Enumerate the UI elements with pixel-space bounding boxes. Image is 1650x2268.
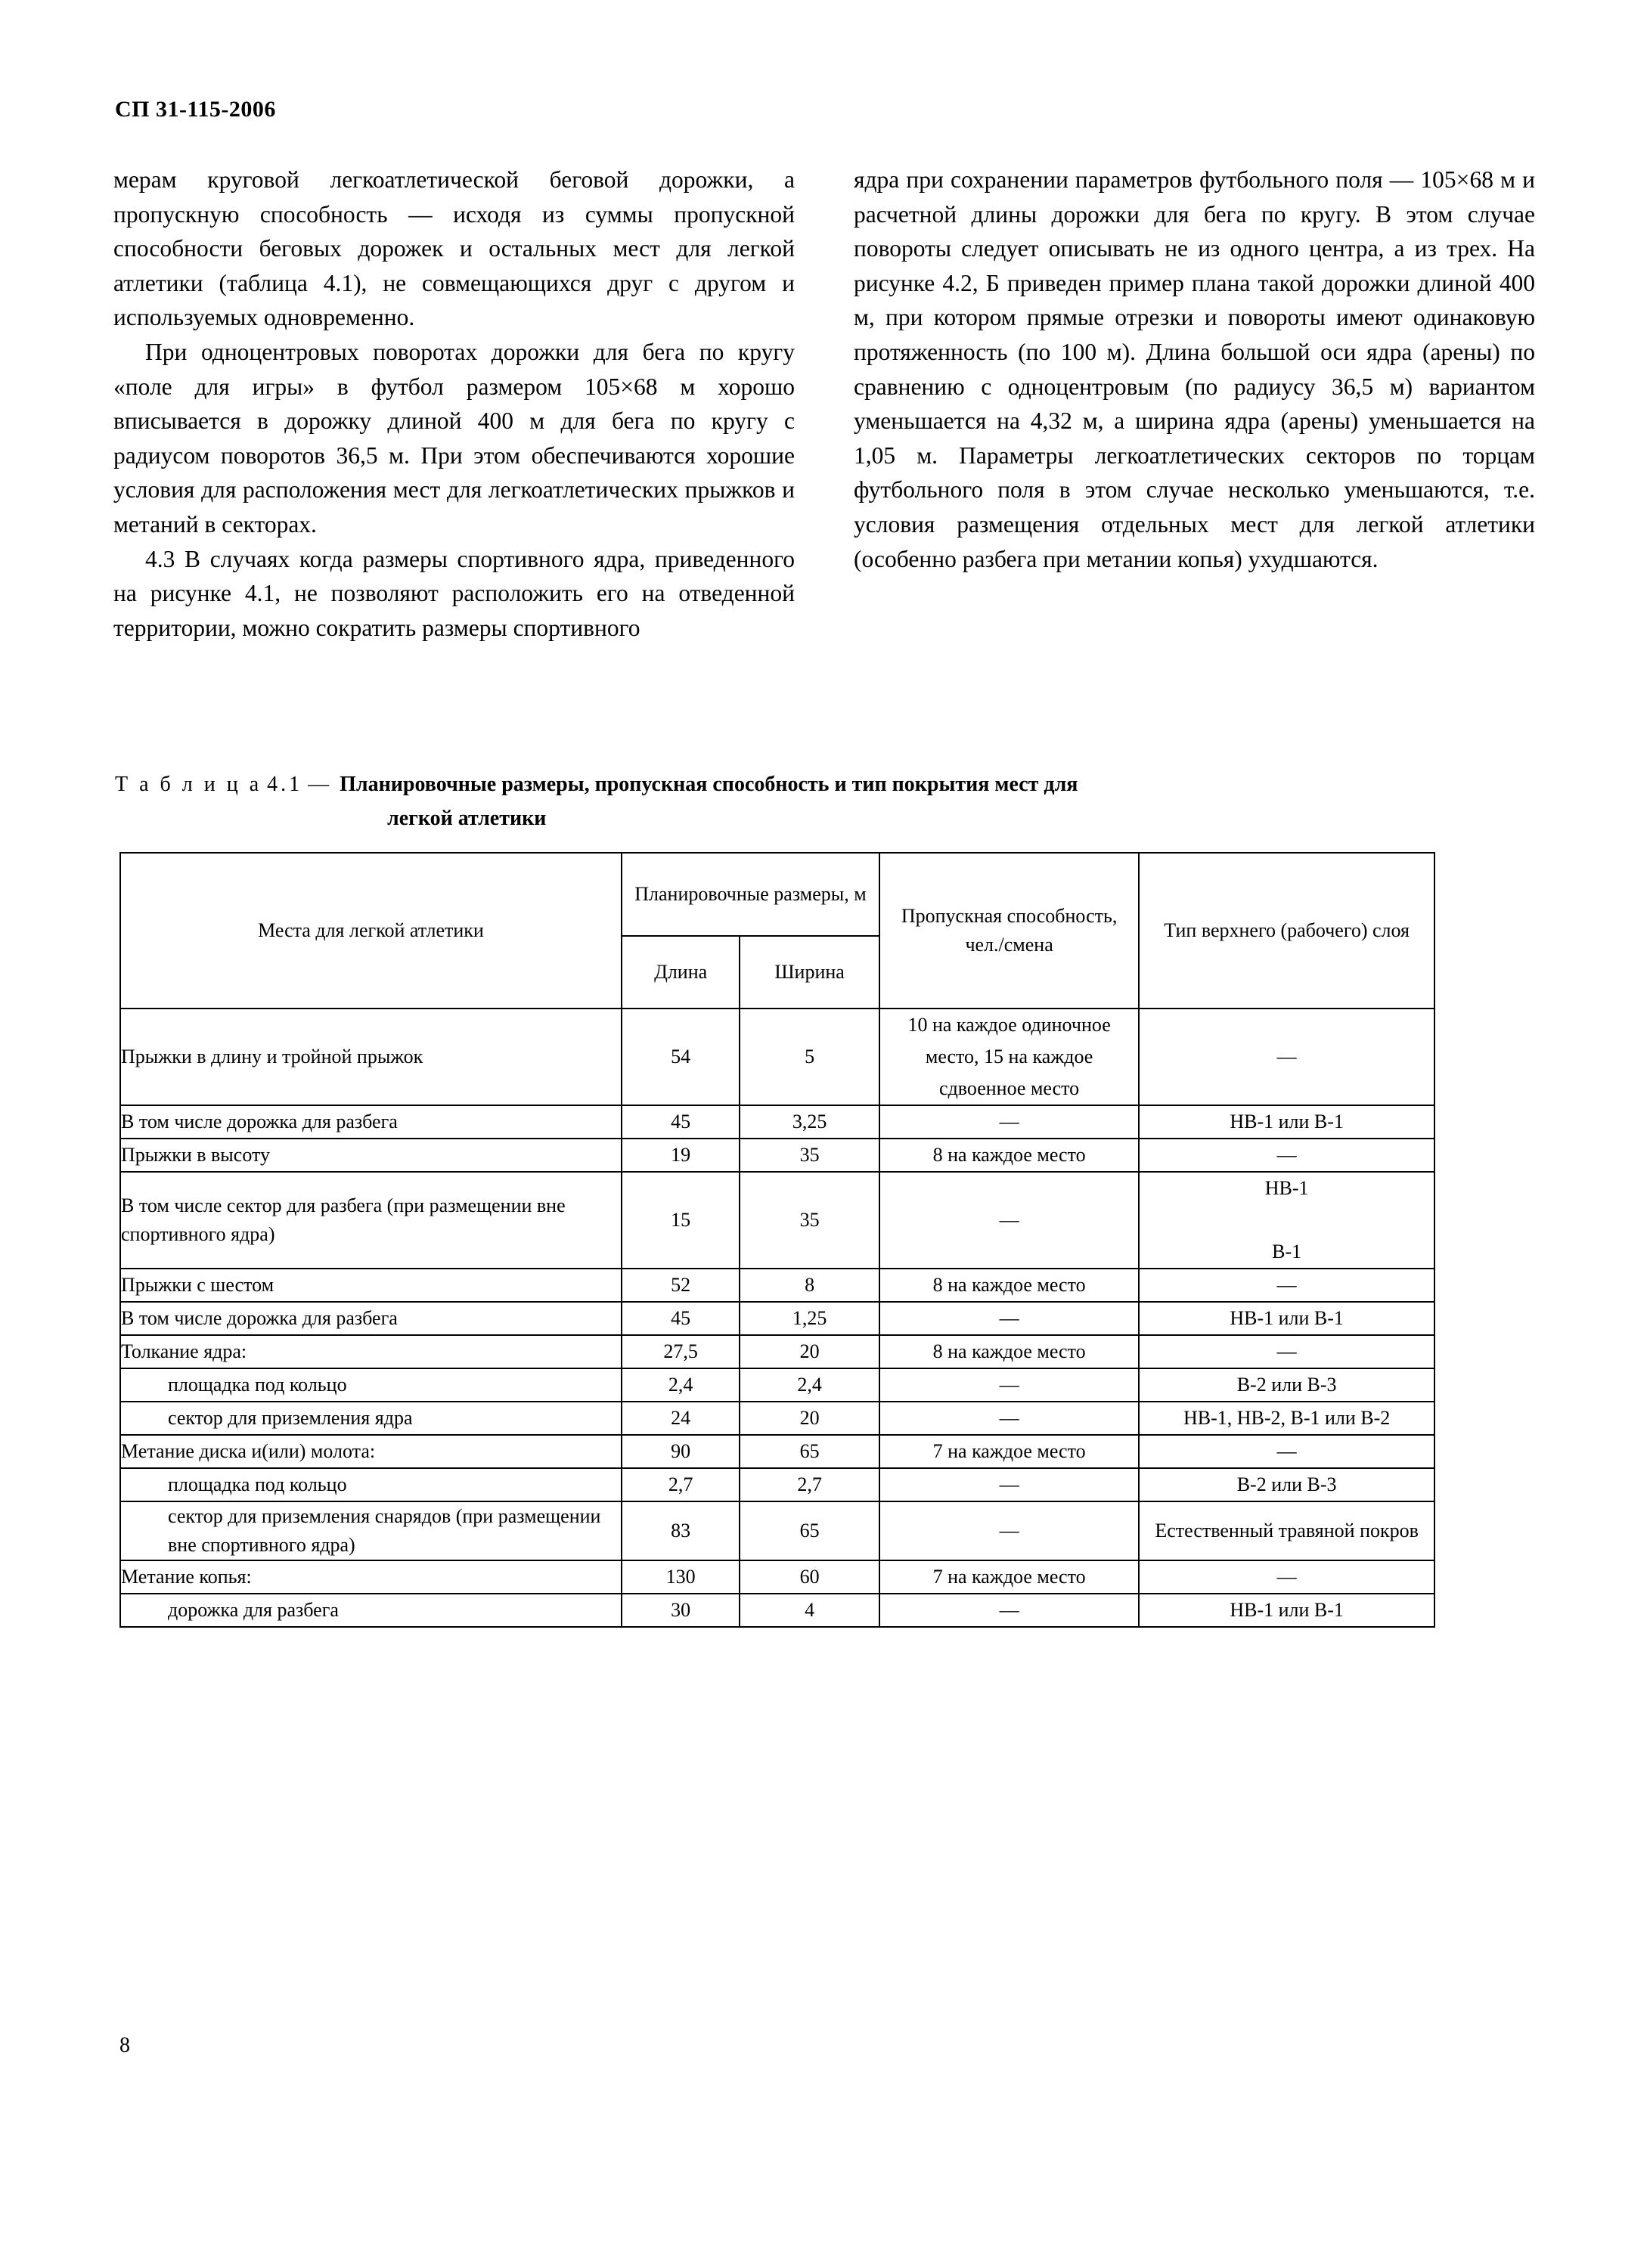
cell-place-name: Прыжки в длину и тройной прыжок	[120, 1009, 622, 1105]
header-places: Места для легкой атлетики	[120, 853, 622, 1009]
cell-width: 60	[740, 1560, 879, 1594]
table-row	[120, 1560, 1434, 1594]
cell-length: 2,7	[622, 1468, 740, 1501]
cell-length: 83	[622, 1501, 740, 1560]
cell-length: 15	[622, 1172, 740, 1269]
cell-length: 27,5	[622, 1335, 740, 1368]
cell-surface: —	[1139, 1139, 1434, 1172]
cell-place-name: Толкание ядра:	[120, 1335, 622, 1368]
table-header-row	[120, 853, 1434, 936]
table-row	[120, 1435, 1434, 1468]
table-row	[120, 1468, 1434, 1501]
cell-place-name: В том числе сектор для разбега (при размещении вне спортивного ядра)	[120, 1172, 622, 1269]
cell-surface: Естественный травяной покров	[1139, 1501, 1434, 1560]
header-surface-type: Тип верхнего (рабочего) слоя	[1139, 853, 1434, 1009]
cell-width: 65	[740, 1435, 879, 1468]
paragraph: мерам круговой легкоатлетической беговой дорожки, а пропускную способность — исходя из суммы пропускной способности беговых дорожек и остальных мест для легкой атлетики (таблица 4.1), не совмещающихся друг с другом и используемых одновременно.	[113, 166, 795, 331]
table-caption	[115, 770, 1537, 834]
table-row	[120, 1269, 1434, 1302]
page-number: 8	[119, 2034, 130, 2057]
cell-place-name: В том числе дорожка для разбега	[120, 1302, 622, 1335]
paragraph: ядра при сохранении параметров футбольного поля — 105×68 м и расчетной длины дорожки для бега по кругу. В этом случае повороты следует описывать не из одного центра, а из трех. На рисунке 4.2, Б приведен пример плана такой дорожки длиной 400 м, при котором прямые отрезки и повороты имеют одинаковую протяженность (по 100 м). Длина большой оси ядра (арены) по сравнению с одноцентровым (по радиусу 36,5 м) вариантом уменьшается на 4,32 м, а ширина ядра (арены) уменьшается на 1,05 м. Параметры легкоатлетических секторов по торцам футбольного поля в этом случае несколько уменьшаются, т.е. условия размещения отдельных мест для легкой атлетики (особенно разбега при метании копья) ухудшаются.	[854, 166, 1535, 572]
cell-surface: НВ-1 или В-1	[1139, 1105, 1434, 1139]
cell-width: 65	[740, 1501, 879, 1560]
cell-capacity: —	[879, 1501, 1139, 1560]
cell-place-name: сектор для приземления ядра	[120, 1402, 622, 1435]
athletics-spec-table	[119, 852, 1435, 1628]
cell-length: 19	[622, 1139, 740, 1172]
cell-place-name: сектор для приземления снарядов (при размещении вне спортивного ядра)	[120, 1501, 622, 1560]
cell-capacity: —	[879, 1468, 1139, 1501]
right-column	[854, 163, 1535, 645]
cell-capacity: —	[879, 1368, 1139, 1402]
paragraph: При одноцентровых поворотах дорожки для бега по кругу «поле для игры» в футбол размером 105×68 м хорошо вписывается в дорожку длиной 400 м для бега по кругу с радиусом поворотов 36,5 м. При этом обеспечиваются хорошие условия для расположения мест для легкоатлетических прыжков и метаний в секторах.	[113, 338, 795, 538]
table-row	[120, 1368, 1434, 1402]
cell-width: 1,25	[740, 1302, 879, 1335]
cell-surface: В-2 или В-3	[1139, 1468, 1434, 1501]
cell-surface: —	[1139, 1269, 1434, 1302]
cell-place-name: дорожка для разбега	[120, 1594, 622, 1627]
header-length: Длина	[622, 936, 740, 1009]
cell-place-name: Метание копья:	[120, 1560, 622, 1594]
table-caption-title-line2: легкой атлетики	[387, 807, 547, 830]
cell-place-name: Прыжки в высоту	[120, 1139, 622, 1172]
cell-width: 8	[740, 1269, 879, 1302]
cell-surface: НВ-1, НВ-2, В-1 или В-2	[1139, 1402, 1434, 1435]
table-row	[120, 1594, 1434, 1627]
cell-capacity: —	[879, 1302, 1139, 1335]
cell-length: 54	[622, 1009, 740, 1105]
cell-place-name: В том числе дорожка для разбега	[120, 1105, 622, 1139]
cell-length: 45	[622, 1105, 740, 1139]
left-column	[113, 163, 795, 645]
cell-length: 130	[622, 1560, 740, 1594]
table-caption-title: Планировочные размеры, пропускная способность и тип покрытия мест для	[340, 773, 1078, 796]
table-head	[120, 853, 1434, 1009]
table-row	[120, 1402, 1434, 1435]
header-capacity: Пропускная способность, чел./смена	[879, 853, 1139, 1009]
cell-width: 4	[740, 1594, 879, 1627]
cell-length: 90	[622, 1435, 740, 1468]
body-columns	[113, 163, 1535, 645]
paragraph: 4.3 В случаях когда размеры спортивного ядра, приведенного на рисунке 4.1, не позволяют расположить его на отведенной территории, можно сократить размеры спортивного	[113, 545, 795, 641]
cell-width: 20	[740, 1335, 879, 1368]
cell-place-name: Прыжки с шестом	[120, 1269, 622, 1302]
table-row	[120, 1501, 1434, 1560]
cell-capacity: 10 на каждое одиночное место, 15 на каждое сдвоенное место	[879, 1009, 1139, 1105]
cell-width: 3,25	[740, 1105, 879, 1139]
cell-length: 30	[622, 1594, 740, 1627]
cell-length: 45	[622, 1302, 740, 1335]
cell-capacity: 8 на каждое место	[879, 1335, 1139, 1368]
cell-surface: —	[1139, 1435, 1434, 1468]
cell-width: 35	[740, 1172, 879, 1269]
header-planning-sizes: Планировочные размеры, м	[622, 853, 879, 936]
table-caption-dash: —	[308, 773, 330, 796]
cell-place-name: Метание диска и(или) молота:	[120, 1435, 622, 1468]
cell-capacity: 8 на каждое место	[879, 1269, 1139, 1302]
cell-place-name: площадка под кольцо	[120, 1368, 622, 1402]
cell-capacity: 7 на каждое место	[879, 1560, 1139, 1594]
cell-length: 2,4	[622, 1368, 740, 1402]
table-row	[120, 1139, 1434, 1172]
cell-surface: НВ-1 В-1	[1139, 1172, 1434, 1269]
cell-width: 2,4	[740, 1368, 879, 1402]
cell-capacity: 7 на каждое место	[879, 1435, 1139, 1468]
cell-capacity: 8 на каждое место	[879, 1139, 1139, 1172]
table-row	[120, 1105, 1434, 1139]
cell-width: 35	[740, 1139, 879, 1172]
running-head: СП 31-115-2006	[115, 97, 276, 122]
cell-length: 52	[622, 1269, 740, 1302]
cell-capacity: —	[879, 1172, 1139, 1269]
table-caption-number: 4.1	[267, 773, 303, 796]
table-row	[120, 1172, 1434, 1269]
cell-surface: —	[1139, 1560, 1434, 1594]
cell-width: 5	[740, 1009, 879, 1105]
cell-capacity: —	[879, 1402, 1139, 1435]
cell-surface: В-2 или В-3	[1139, 1368, 1434, 1402]
cell-surface: НВ-1 или В-1	[1139, 1302, 1434, 1335]
table-body	[120, 1009, 1434, 1627]
table-row	[120, 1009, 1434, 1105]
cell-capacity: —	[879, 1105, 1139, 1139]
cell-place-name: площадка под кольцо	[120, 1468, 622, 1501]
cell-surface: НВ-1 или В-1	[1139, 1594, 1434, 1627]
table-row	[120, 1335, 1434, 1368]
cell-surface: —	[1139, 1335, 1434, 1368]
cell-width: 2,7	[740, 1468, 879, 1501]
cell-capacity: —	[879, 1594, 1139, 1627]
table-caption-label: Т а б л и ц а	[115, 773, 262, 796]
cell-surface: —	[1139, 1009, 1434, 1105]
header-width: Ширина	[740, 936, 879, 1009]
cell-width: 20	[740, 1402, 879, 1435]
cell-length: 24	[622, 1402, 740, 1435]
table-row	[120, 1302, 1434, 1335]
